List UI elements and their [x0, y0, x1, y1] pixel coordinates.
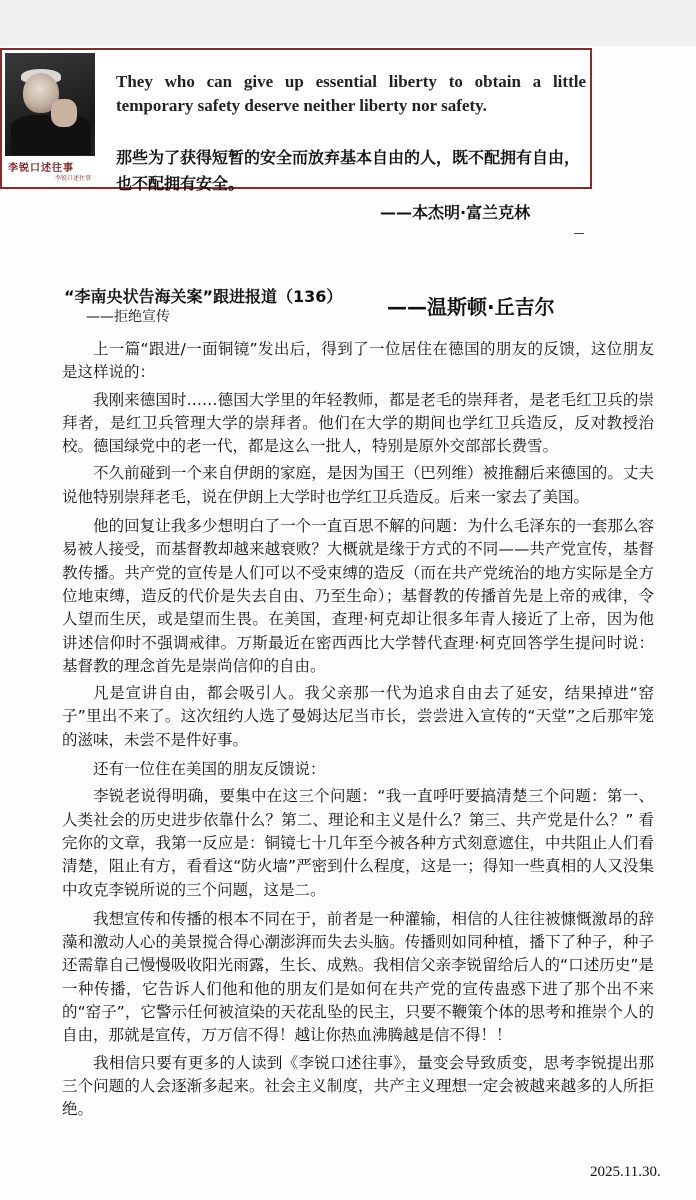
quote-attribution: ——本杰明·富兰克林 — [380, 203, 531, 222]
divider-tick — [574, 233, 584, 234]
photo-figure-body — [11, 115, 91, 155]
photo-caption: 李锐口述往事 — [8, 163, 74, 174]
article-date: 2025.11.30. — [590, 1164, 661, 1180]
paragraph-5: 凡是宣讲自由，都会吸引人。我父亲那一代为追求自由去了延安，结果掉进“窑子”里出不来了。这次纽约人选了曼姆达尼当市长，尝尝进入宣传的“天堂”之后那牢笼的滋味，未尝不是件好事。 — [62, 684, 654, 749]
article-subtitle: ——拒绝宣传 — [86, 309, 170, 325]
quote-chinese: 那些为了获得短暂的安全而放弃基本自由的人，既不配拥有自由，也不配拥有安全。 — [116, 148, 581, 193]
photo-figure-hand — [51, 99, 77, 127]
paragraph-1: 上一篇“跟进/一面铜镜”发出后，得到了一位居住在德国的朋友的反馈，这位朋友是这样说的： — [62, 340, 654, 382]
paragraph-9: 我相信只要有更多的人读到《李锐口述往事》，量变会导致质变，思考李锐提出那三个问题的人会逐渐多起来。社会主义制度，共产主义理想一定会被越来越多的人所拒绝。 — [62, 1053, 654, 1119]
quote-banner — [0, 48, 592, 193]
article-author: ——温斯顿·丘吉尔 — [387, 295, 555, 319]
paragraph-6: 还有一位住在美国的朋友反馈说： — [93, 760, 326, 779]
paragraph-7: 李锐老说得明确，要集中在这三个问题：“我一直呼吁要搞清楚三个问题：第一、人类社会的历史进步依靠什么？第二、理论和主义是什么？第三、共产党是什么？” 看完你的文章，我第一反应是：铜镜七十几年至今被各种方式刻意遮住，中共阻止人们看清楚，阻止有方，看看这“防火墙”严密到什么程度，这是一；得知一些真相的人又没集中攻克李锐所说的三个问题，这是二。 — [62, 787, 654, 899]
paragraph-2: 我刚来德国时……德国大学里的年轻教师，都是老毛的崇拜者，是老毛红卫兵的崇拜者，是红卫兵管理大学的崇拜者。他们在大学的期间也学红卫兵造反，反对教授治校。德国绿党中的老一代，都是这么一批人，特别是原外交部部长费雪。 — [62, 390, 654, 456]
article-title: “李南央状告海关案”跟进报道（136） — [64, 287, 343, 306]
article-body — [62, 338, 654, 1126]
author-photo — [5, 53, 95, 184]
quote-english: They who can give up essential liberty to obtain a little temporary safety deserve neither liberty nor safety. — [116, 72, 586, 115]
paragraph-3: 不久前碰到一个来自伊朗的家庭，是因为国王（巴列维）被推翻后来德国的。丈夫说他特别崇拜老毛，说在伊朗上大学时也学红卫兵造反。后来一家去了美国。 — [62, 464, 654, 506]
photo-caption-sub: 李锐口述往事 — [55, 175, 92, 182]
paragraph-8: 我想宣传和传播的根本不同在于，前者是一种灌输，相信的人往往被慷慨激昂的辞藻和激动人心的美景搅合得心潮澎湃而失去头脑。传播则如同种植，播下了种子，种子还需靠自己慢慢吸收阳光雨露，生长、成熟。我相信父亲李锐留给后人的“口述历史”是一种传播，它告诉人们他和他的朋友们是如何在共产党的宣传蛊惑下进了那个出不来的“窑子”，它警示任何被渲染的天花乱坠的民主，只要不鞭策个体的思考和推崇个人的自由，那就是宣传，万万信不得！越让你热血沸腾越是信不得！！ — [62, 909, 654, 1045]
top-strip — [0, 0, 696, 46]
paragraph-4: 他的回复让我多少想明白了一个一直百思不解的问题：为什么毛泽东的一套那么容易被人接受，而基督教却越来越衰败？大概就是缘于方式的不同——共产党宣传，基督教传播。共产党的宣传是人们可以不受束缚的造反（而在共产党统治的地方实际是全方位地束缚，造反的代价是失去自由、乃至生命）；基督教的传播首先是上帝的戒律，令人望而生厌，或是望而生畏。在美国，查理·柯克却让很多年青人接近了上帝，因为他讲述信仰时不强调戒律。万斯最近在密西西比大学替代查理·柯克回答学生提问时说：基督教的理念首先是崇尚信仰的自由。 — [62, 517, 654, 675]
